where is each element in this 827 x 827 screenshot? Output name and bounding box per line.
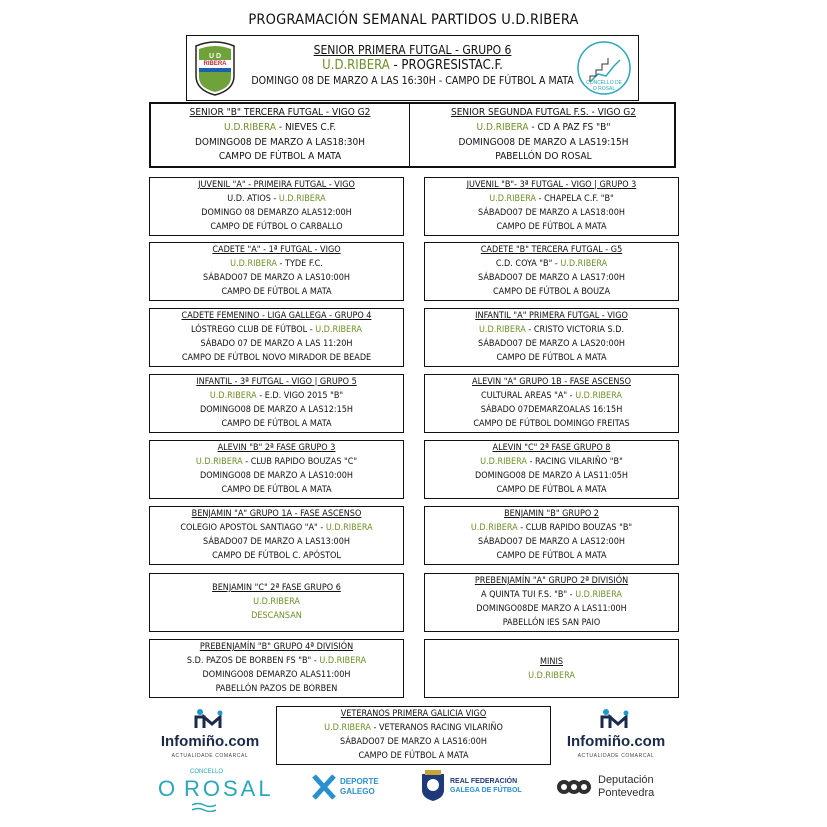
infomino-tag: ACTUALIDADE COMARCAL: [577, 753, 655, 759]
card-teams: U.D.RIBERA - CHAPELA C.F. "B": [489, 194, 614, 204]
card-teams: U.D.RIBERA - VETERANOS RACING VILARIÑO: [324, 723, 503, 733]
rosal-logo-line1: CONCELLO DE: [586, 80, 622, 86]
card-date: SÁBADO07 DE MARZO A LAS18:00H: [478, 208, 625, 218]
match-card-prebenjamin-b: [149, 639, 404, 698]
match-card-cadete-a: [149, 242, 404, 301]
senior-fs-venue: PABELLÓN DO ROSAL: [495, 151, 592, 162]
match-card-infantil-3: [149, 374, 404, 433]
card-venue: CAMPO DE FÚTBOL O CARBALLO: [210, 222, 343, 232]
card-teams: U.D.RIBERA - RACING VILARIÑO "B": [480, 457, 623, 467]
main-category: SENIOR PRIMERA FUTGAL - GRUPO 6: [313, 43, 512, 57]
deputacion-line1: Deputación: [598, 774, 654, 786]
card-status: DESCANSAN: [251, 611, 302, 621]
card-teams: U.D.RIBERA - E.D. VIGO 2015 "B": [209, 391, 344, 401]
card-category: VETERANOS PRIMERA GALICIA VIGO: [340, 709, 487, 719]
card-date: DOMINGO08 DEMARZO ALAS11:00H: [202, 670, 351, 680]
card-category: ALEVIN "B" 2ª FASE GRUPO 3: [217, 443, 336, 453]
card-category: ALEVIN "A" GRUPO 1B - FASE ASCENSO: [472, 377, 631, 387]
senior-b-teams: U.D.RIBERA - NIEVES C.F.: [224, 122, 336, 133]
page-title: PROGRAMACIÓN SEMANAL PARTIDOS U.D.RIBERA: [248, 12, 579, 28]
card-venue: CAMPO DE FÚTBOL A MATA: [221, 485, 332, 495]
match-card-cadete-b: [424, 242, 679, 301]
infomino-logo-left: [150, 708, 270, 764]
waves-icon: [192, 802, 216, 812]
main-away: PROGRESISTAC.F.: [401, 58, 503, 73]
match-card-juvenil-a: [149, 177, 404, 236]
card-category: CADETE FEMENINO - LIGA GALLEGA - GRUPO 4: [181, 311, 372, 321]
card-teams: C.D. COYA "B" - U.D.RIBERA: [495, 259, 608, 269]
card-category: CADETE "B" TERCERA FUTGAL - G5: [480, 245, 623, 255]
card-venue: CAMPO DE FÚTBOL A MATA: [221, 419, 332, 429]
card-venue: CAMPO DE FÚTBOL A MATA: [358, 751, 469, 761]
card-teams: COLEGIO APOSTOL SANTIAGO "A" - U.D.RIBERA: [180, 523, 373, 533]
card-category: MINIS: [540, 657, 563, 667]
match-card-cadete-femenino: [149, 308, 404, 367]
card-date: DOMINGO08DE MARZO A LAS11:00H: [476, 604, 627, 614]
senior-fs-date: DOMINGO08 DE MARZO A LAS19:15H: [458, 137, 629, 148]
card-teams: U.D.RIBERA - TYDE F.C.: [230, 259, 323, 269]
rosal-fields-logo: [576, 40, 632, 96]
card-venue: CAMPO DE FÚTBOL C. APÓSTOL: [212, 551, 341, 561]
deputacion-icon: [556, 774, 592, 800]
main-match-card: [186, 35, 639, 101]
main-teams: [187, 58, 638, 74]
card-date: SÁBADO07 DE MARZO A LAS12:00H: [478, 537, 625, 547]
concello-rosal-logo: [158, 768, 284, 812]
card-date: SÁBADO07 DE MARZO A LAS10:00H: [203, 273, 350, 283]
rfgf-line1: REAL FEDERACIÓN: [450, 778, 518, 785]
senior-card: [149, 102, 676, 168]
match-card-juvenil-b: [424, 177, 679, 236]
card-date: DOMINGO08 DE MARZO A LAS11:05H: [474, 471, 629, 481]
senior-fs-category: SENIOR SEGUNDA FUTGAL F.S. - VIGO G2: [450, 107, 637, 118]
rosal-top: CONCELLO: [190, 769, 224, 775]
infomino-logo-right: [556, 708, 676, 764]
card-venue: CAMPO DE FÚTBOL A MATA: [496, 353, 607, 363]
rosal-main: ROSAL: [184, 776, 274, 801]
match-card-infantil-a: [424, 308, 679, 367]
card-date: SÁBADO 07 DE MARZO A LAS 11:20H: [200, 339, 353, 349]
ud-ribera-crest: [192, 40, 238, 96]
match-card-benjamin-c: [149, 573, 404, 632]
card-teams: U.D.RIBERA - CLUB RAPIDO BOUZAS "B": [470, 523, 633, 533]
rosal-o: O: [158, 776, 176, 801]
deporte-galego-logo: [312, 772, 392, 804]
crest-letters: U D: [208, 53, 222, 60]
rfgf-logo: [420, 770, 532, 804]
card-team: U.D.RIBERA: [253, 597, 300, 607]
senior-b-venue: CAMPO DE FÚTBOL A MATA: [218, 151, 342, 162]
rosal-logo-line2: O ROSAL: [592, 86, 616, 92]
card-venue: CAMPO DE FÚTBOL NOVO MIRADOR DE BEADE: [181, 353, 372, 363]
card-teams: U.D. ATIOS - U.D.RIBERA: [227, 194, 326, 204]
crest-text: RIBERA: [203, 61, 227, 67]
card-date: SÁBADO07 DE MARZO A LAS13:00H: [203, 537, 350, 547]
card-category: BENJAMIN "C" 2ª FASE GRUPO 6: [212, 583, 341, 593]
card-venue: CAMPO DE FÚTBOL A BOUZA: [492, 287, 611, 297]
card-venue: CAMPO DE FÚTBOL A MATA: [496, 222, 607, 232]
match-card-benjamin-a: [149, 506, 404, 565]
main-sep: -: [389, 58, 402, 73]
main-info: DOMINGO 08 DE MARZO A LAS 16:30H - CAMPO DE FÚTBOL A MATA: [251, 75, 574, 87]
match-card-benjamin-b: [424, 506, 679, 565]
card-date: SÁBADO07 DE MARZO A LAS16:00H: [340, 737, 487, 747]
card-venue: CAMPO DE FÚTBOL A MATA: [221, 287, 332, 297]
infomino-mark-icon: [596, 708, 636, 730]
card-category: ALEVIN "C" 2ª FASE GRUPO 8: [492, 443, 611, 453]
card-team: U.D.RIBERA: [528, 671, 575, 681]
infomino-name: Infomiño.com: [566, 733, 666, 750]
card-teams: S.D. PAZOS DE BORBEN FS "B" - U.D.RIBERA: [186, 656, 367, 666]
main-home: U.D.RIBERA: [322, 58, 390, 73]
card-teams: U.D.RIBERA - CLUB RAPIDO BOUZAS "C": [195, 457, 358, 467]
card-date: SÁBADO07 DE MARZO A LAS20:00H: [478, 339, 625, 349]
senior-b-date: DOMINGO08 DE MARZO A LAS18:30H: [194, 137, 366, 148]
card-venue: CAMPO DE FÚTBOL DOMINGO FREITAS: [473, 419, 630, 429]
card-category: BENJAMIN "B" GRUPO 2: [504, 509, 599, 519]
match-card-alevin-a: [424, 374, 679, 433]
card-date: DOMINGO08 DE MARZO A LAS12:15H: [199, 405, 354, 415]
infomino-mark-icon: [190, 708, 230, 730]
card-venue: CAMPO DE FÚTBOL A MATA: [496, 551, 607, 561]
deporte-line1: DEPORTE: [340, 777, 379, 786]
rfgf-crest-icon: [420, 770, 446, 802]
card-date: SÁBADO 07DEMARZOALAS 16:15H: [480, 405, 623, 415]
infomino-name: Infomiño.com: [160, 733, 260, 750]
card-teams: LÓSTREGO CLUB DE FÚTBOL - U.D.RIBERA: [191, 325, 362, 335]
card-category: CADETE "A" - 1ª FUTGAL - VIGO: [212, 245, 341, 255]
card-venue: CAMPO DE FÚTBOL A MATA: [496, 485, 607, 495]
deporte-line2: GALEGO: [340, 787, 375, 796]
infomino-tag: ACTUALIDADE COMARCAL: [171, 753, 249, 759]
card-category: PREBENJAMÍN "B" GRUPO 4ª DIVISIÓN: [199, 642, 354, 652]
card-teams: CULTURAL AREAS "A" - U.D.RIBERA: [481, 391, 622, 401]
card-category: INFANTIL - 3ª FUTGAL - VIGO | GRUPO 5: [196, 377, 357, 387]
card-category: JUVENIL "A" - PRIMEIRA FUTGAL - VIGO: [198, 180, 355, 190]
match-card-alevin-b: [149, 440, 404, 499]
match-card-minis: [424, 639, 679, 698]
card-date: SÁBADO07 DE MARZO A LAS17:00H: [478, 273, 625, 283]
senior-b-category: SENIOR "B" TERCERA FUTGAL - VIGO G2: [189, 107, 371, 118]
match-card-alevin-c: [424, 440, 679, 499]
card-category: INFANTIL "A" PRIMERA FUTGAL - VIGO: [475, 311, 628, 321]
match-card-veteranos: [276, 706, 551, 765]
card-teams: U.D.RIBERA - CRISTO VICTORIA S.D.: [478, 325, 625, 335]
card-date: DOMINGO 08 DEMARZO ALAS12:00H: [201, 208, 352, 218]
rfgf-line2: GALEGA DE FÚTBOL: [450, 787, 522, 794]
card-teams: A QUINTA TUI F.S. "B" - U.D.RIBERA: [481, 590, 622, 600]
card-venue: PABELLÓN PAZOS DE BORBEN: [215, 684, 338, 694]
deputacion-line2: Pontevedra: [598, 787, 655, 799]
card-category: JUVENIL "B"- 3ª FUTGAL - VIGO | GRUPO 3: [466, 180, 637, 190]
match-card-prebenjamin-a: [424, 573, 679, 632]
senior-fs-teams: U.D.RIBERA - CD A PAZ FS "B": [476, 122, 611, 133]
card-category: BENJAMIN "A" GRUPO 1A - FASE ASCENSO: [191, 509, 362, 519]
deputacion-logo: [556, 772, 676, 804]
card-category: PREBENJAMÍN "A" GRUPO 2ª DIVISIÓN: [474, 576, 629, 586]
card-date: DOMINGO08 DE MARZO A LAS10:00H: [199, 471, 354, 481]
card-venue: PABELLÓN IES SAN PAIO: [502, 618, 601, 628]
xunta-icon: [312, 774, 336, 800]
